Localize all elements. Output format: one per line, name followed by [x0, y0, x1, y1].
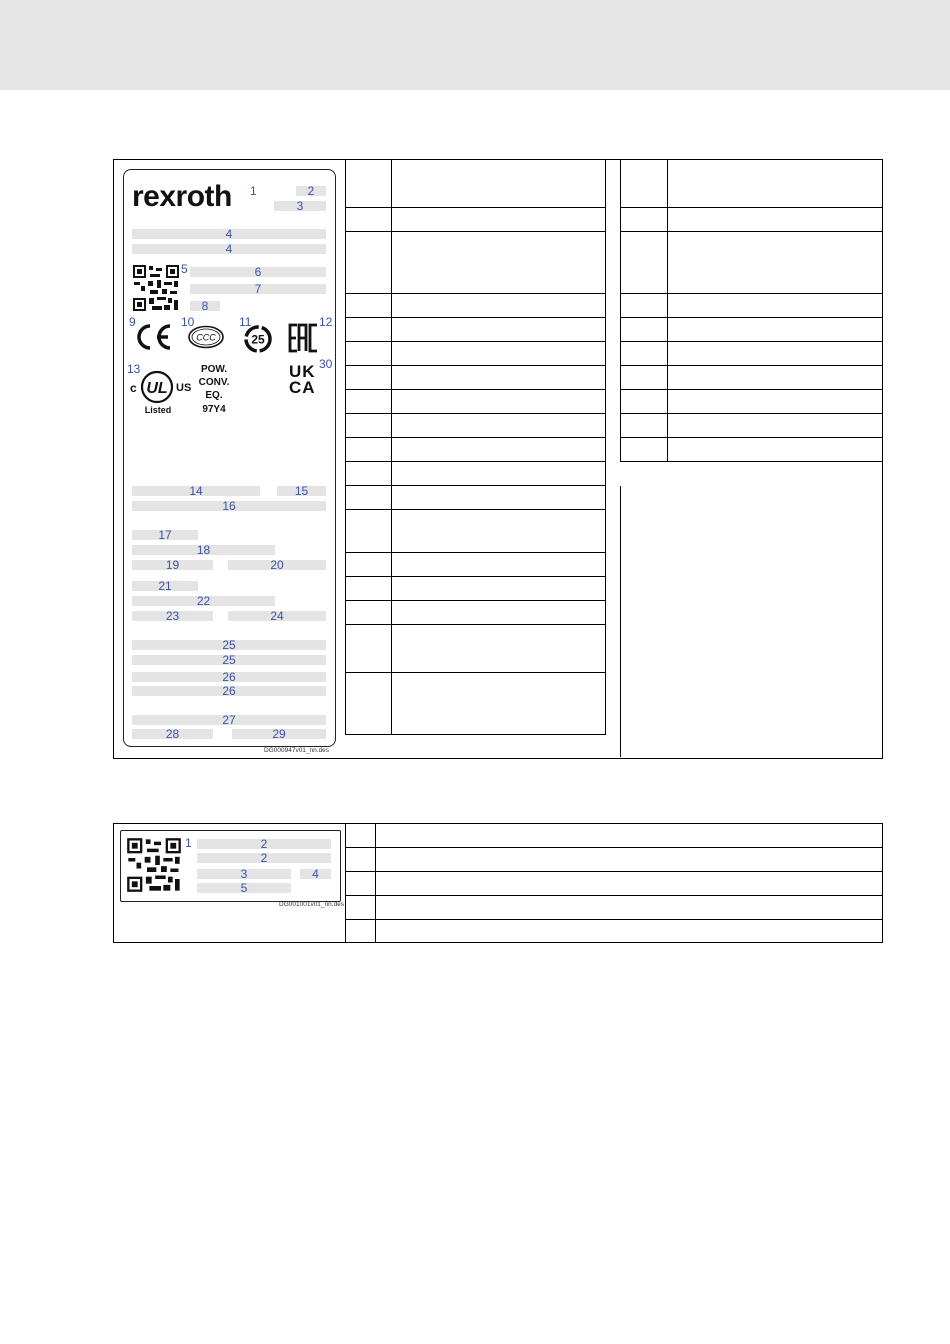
- field-4a: 4: [132, 229, 326, 239]
- table-row: [621, 342, 883, 366]
- table-row: [346, 920, 883, 943]
- qr-code-icon: [126, 837, 182, 893]
- table-row: [621, 366, 883, 390]
- rexroth-logo: rexroth: [132, 180, 232, 213]
- callout-12: 12: [319, 315, 333, 329]
- table-row: [621, 438, 883, 462]
- table-row: [621, 390, 883, 414]
- field-4b: 4: [132, 244, 326, 254]
- table-row: [346, 872, 883, 896]
- field-26a: 26: [132, 672, 326, 682]
- rohs-25-icon: [243, 324, 273, 354]
- figure-2-qr-plate: [113, 823, 883, 943]
- field-22: 22: [132, 596, 275, 606]
- field-29: 29: [232, 729, 326, 739]
- callout-10: 10: [181, 315, 195, 329]
- callout-11: 11: [239, 315, 252, 329]
- field-24: 24: [228, 611, 326, 621]
- field-8: 8: [190, 301, 220, 311]
- callout-9: 9: [129, 315, 136, 329]
- table-row: [346, 824, 883, 848]
- table-row: [346, 414, 606, 438]
- table-row: [346, 232, 606, 294]
- callout-1: 1: [250, 184, 257, 198]
- ul-line-2: CONV.: [198, 377, 230, 388]
- field-21: 21: [132, 581, 198, 591]
- ul-c-text: c: [130, 381, 137, 395]
- ccc-mark-icon: [187, 325, 225, 349]
- table-row: [346, 896, 883, 920]
- table-row: [621, 414, 883, 438]
- table-row: [621, 294, 883, 318]
- field-5: 5: [197, 883, 291, 893]
- table-row: [346, 438, 606, 462]
- field-2a: 2: [197, 839, 331, 849]
- table-row: [346, 601, 606, 625]
- field-2: 2: [296, 186, 326, 196]
- ul-us-text: US: [176, 382, 192, 394]
- field-16: 16: [132, 501, 326, 511]
- field-4: 4: [300, 869, 331, 879]
- field-2b: 2: [197, 853, 331, 863]
- table-row: [621, 318, 883, 342]
- table-row: [346, 318, 606, 342]
- figure-1-type-plate: [113, 159, 883, 759]
- rohs-text: 25: [251, 332, 265, 347]
- legend-table-left: [345, 159, 606, 735]
- legend-table-2: [345, 823, 883, 943]
- ul-listed-logo-icon: [140, 370, 174, 404]
- table-row: [346, 625, 606, 673]
- field-28: 28: [132, 729, 213, 739]
- table-row: [621, 232, 883, 294]
- field-3: 3: [197, 869, 291, 879]
- ul-text: UL: [146, 380, 168, 397]
- legend-right-column-border: [620, 486, 621, 757]
- ul-listed-text: Listed: [144, 405, 172, 415]
- table-row: [346, 294, 606, 318]
- callout-13: 13: [127, 362, 141, 376]
- table-row: [346, 577, 606, 601]
- field-7: 7: [190, 284, 326, 294]
- table-row: [346, 160, 606, 208]
- ul-line-3: EQ.: [205, 390, 223, 401]
- drawing-ref-2: DG001001v01_nn.des: [279, 901, 345, 908]
- legend-table-right: [620, 159, 883, 462]
- field-14: 14: [132, 486, 260, 496]
- eac-mark-icon: [288, 323, 320, 353]
- field-15: 15: [277, 486, 326, 496]
- callout-30: 30: [319, 357, 333, 371]
- table-row: [346, 486, 606, 510]
- field-17: 17: [132, 530, 198, 540]
- field-6: 6: [190, 267, 326, 277]
- ccc-text: CCC: [196, 332, 216, 343]
- field-23: 23: [132, 611, 213, 621]
- table-row: [346, 390, 606, 414]
- ukca-bottom-text: CA: [289, 378, 316, 397]
- field-27: 27: [132, 715, 326, 725]
- table-row: [621, 160, 883, 208]
- table-row: [346, 462, 606, 486]
- field-3: 3: [274, 201, 326, 211]
- field-18: 18: [132, 545, 275, 555]
- qr-code-icon: [132, 264, 180, 312]
- callout-1: 1: [185, 836, 192, 850]
- drawing-ref-1: DG000947v01_nn.des: [264, 747, 330, 754]
- page-header-band: [0, 0, 950, 90]
- field-19: 19: [132, 560, 213, 570]
- table-row: [346, 510, 606, 553]
- table-row: [346, 366, 606, 390]
- ce-mark-icon: [133, 322, 173, 352]
- table-row: [346, 342, 606, 366]
- callout-5: 5: [181, 262, 188, 276]
- ukca-top-text: UK: [289, 362, 316, 381]
- field-26b: 26: [132, 686, 326, 696]
- table-row: [621, 208, 883, 232]
- field-20: 20: [228, 560, 326, 570]
- field-25b: 25: [132, 655, 326, 665]
- table-row: [346, 208, 606, 232]
- table-row: [346, 673, 606, 735]
- field-25a: 25: [132, 640, 326, 650]
- ul-line-4: 97Y4: [202, 404, 226, 415]
- table-row: [346, 848, 883, 872]
- ul-line-1: POW.: [200, 364, 228, 375]
- table-row: [346, 553, 606, 577]
